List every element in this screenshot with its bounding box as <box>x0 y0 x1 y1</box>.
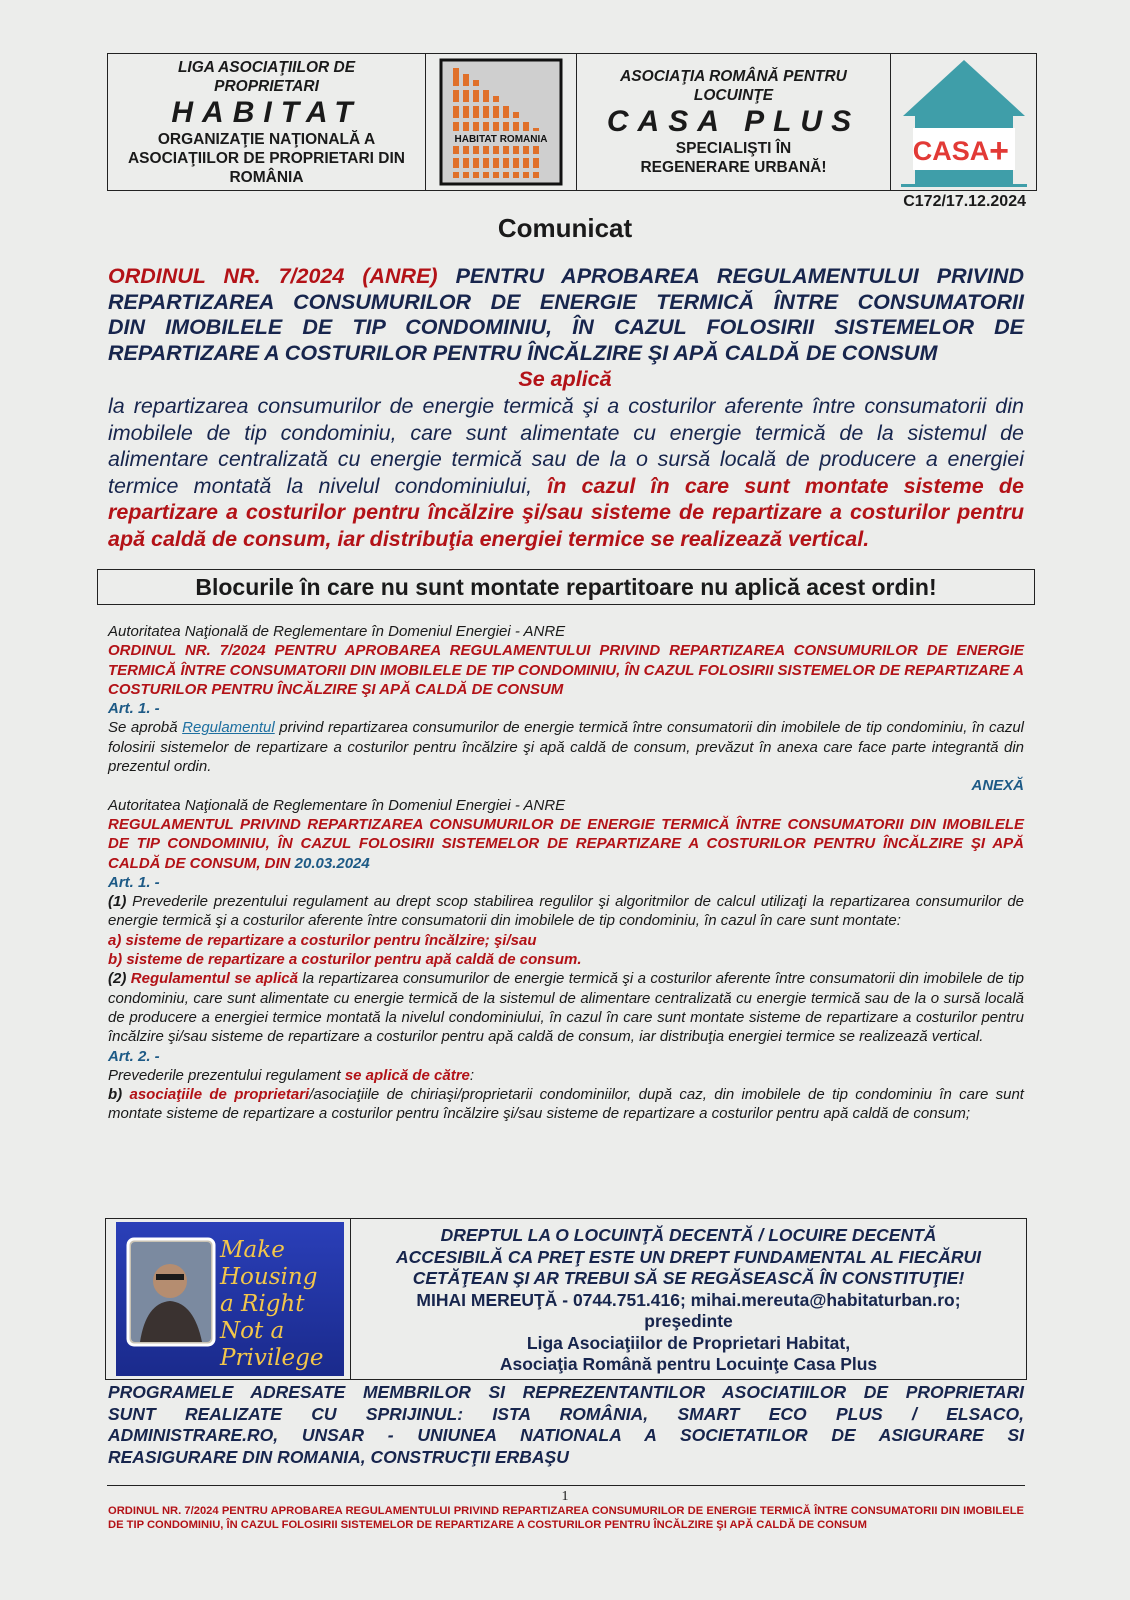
art1-pre: Se aprobă <box>108 719 178 737</box>
ordin-heading <box>108 264 1024 366</box>
promo-text-4: Not a <box>220 1318 285 1344</box>
promo-text-5: Privilege <box>220 1345 324 1371</box>
promo-line-2: ACCESIBILĂ CA PREŢ ESTE UN DREPT FUNDAMENTAL AL FIECĂRUI <box>396 1246 981 1267</box>
ordin-heading-line3: DIN IMOBILELE DE TIP CONDOMINIU, ÎN CAZUL FOLOSIRII SISTEMELOR DE <box>108 315 1024 339</box>
paragraph-2-text: la repartizarea consumurilor de energie termică şi a costurilor aferente între consumatorii din imobilele de tip condominiu, care sunt alimentate cu energie termică de la sistemul de alimentare centralizată cu energie termică sau de la o sursă locală de producere a energiei termice montată la nivelul condominiului, în cazul în care sunt montate sisteme de repartizare a costurilor pentru încălzire şi/sau sisteme de repartizare a costurilor pentru apă caldă de consum, iar distribuţia energiei termice se realizează vertical. <box>108 970 1024 1046</box>
sponsors-paragraph <box>108 1382 1024 1468</box>
casa-org-name: CASA PLUS <box>606 105 861 138</box>
sponsors-line-3: ADMINISTRARE.RO, UNSAR - UNIUNEA NATIONALA A SOCIETATILOR DE ASIGURARE SI <box>108 1425 1024 1445</box>
paragraph-2-number: (2) <box>108 970 127 988</box>
regulament-link[interactable]: Regulamentul <box>182 719 275 737</box>
promo-line-3: CETĂŢEAN ŞI AR TREBUI SĂ SE REGĂSEASCĂ ÎN CONSTITUŢIE! <box>412 1268 965 1288</box>
item-a: a) sisteme de repartizare a costurilor pentru încălzire; şi/sau <box>108 931 537 949</box>
habitat-romania-logo <box>439 58 563 186</box>
habitat-logo-cell <box>426 54 577 190</box>
art2-colon: : <box>469 1066 475 1084</box>
art1-label: Art. 1. - <box>108 700 160 718</box>
authority-line: Autoritatea Naţională de Reglementare în Domeniul Energiei - ANRE <box>108 623 566 640</box>
promo-line-1: DREPTUL LA O LOCUINŢĂ DECENTĂ / LOCUIRE DECENTĂ <box>440 1225 937 1245</box>
promo-contact: MIHAI MEREUŢĂ - 0744.751.416; mihai.mereuta@habitaturban.ro; <box>416 1289 961 1310</box>
paragraph-1 <box>108 892 1024 931</box>
art2-emphasis: se aplică de către <box>344 1066 470 1084</box>
paragraph-1-number: (1) <box>108 893 127 911</box>
promo-text-1: Make <box>220 1237 285 1263</box>
item-b-emphasis: asociaţiile de proprietari <box>129 1086 310 1104</box>
art2-label: Art. 2. - <box>108 1047 160 1065</box>
footer-text: ORDINUL NR. 7/2024 PENTRU APROBAREA REGULAMENTULUI PRIVIND REPARTIZAREA CONSUMURILOR DE ENERGIE TERMICĂ ÎNTRE CONSUMATORII DIN IMOBILELE DE TIP CONDOMINIU, ÎN CAZUL FOLOSIRII SISTEMELOR DE REPARTIZARE A COSTURILOR PENTRU ÎNCĂLZIRE ŞI APĂ CALDĂ DE CONSUM <box>108 1505 1024 1531</box>
item-b: b) sisteme de repartizare a costurilor pentru apă caldă de consum. <box>108 951 582 969</box>
item-b-text: /asociaţiile de chiriaşi/proprietarii condominiilor, după caz, din imobilele de tip condominiu în care sunt montate sisteme de repartizare a costurilor pentru încălzire şi/sau sisteme de repartizare a costurilor pentru apă caldă de consum; <box>108 1086 1024 1123</box>
habitat-org-bottom: ORGANIZAŢIE NAŢIONALĂ A ASOCIAŢIILOR DE PROPRIETARI DIN ROMÂNIA <box>127 130 405 186</box>
paragraph-1-text: Prevederile prezentului regulament au drept scop stabilirea regulilor şi algoritmilor de calcul utilizaţi la repartizarea consumurilor de energie termică şi a costurilor aferente între consumatorii din imobilele de tip condominiu, în cazul în care sunt montate: <box>108 893 1025 930</box>
item-b-label: b) <box>108 1086 123 1104</box>
sponsors-line-4: REASIGURARE DIN ROMANIA, CONSTRUCŢII ERBAŞU <box>108 1446 569 1467</box>
page-title: Comunicat <box>497 213 633 243</box>
regulament-title-text: REGULAMENTUL PRIVIND REPARTIZAREA CONSUMURILOR DE ENERGIE TERMICĂ ÎNTRE CONSUMATORII DIN IMOBILELE DE TIP CONDOMINIU, ÎN CAZUL FOLOSIRII SISTEMELOR DE REPARTIZARE A COSTURILOR PENTRU ÎNCĂLZIRE ŞI APĂ CALDĂ DE CONSUM, DIN <box>108 815 1024 872</box>
se-aplica-heading: Se aplică <box>518 367 612 391</box>
page-number: 1 <box>561 1489 569 1504</box>
promo-text-block <box>351 1219 1026 1379</box>
ordin-heading-line1: PENTRU APROBAREA REGULAMENTULUI PRIVIND <box>455 264 1024 288</box>
promo-image <box>106 1219 350 1379</box>
ordin-heading-line2: REPARTIZAREA CONSUMURILOR DE ENERGIE TERMICĂ ÎNTRE CONSUMATORII <box>108 289 1024 314</box>
ordin-heading-line4: REPARTIZARE A COSTURILOR PENTRU ÎNCĂLZIRE ŞI APĂ CALDĂ DE CONSUM <box>108 340 938 365</box>
casa-org-top: ASOCIAŢIA ROMÂNĂ PENTRU LOCUINŢE <box>620 68 847 104</box>
person-head-icon <box>153 1264 187 1298</box>
casa-logo-text: CASA <box>912 136 989 166</box>
regulament-date: 20.03.2024 <box>294 854 370 872</box>
art1-paragraph <box>108 718 1024 776</box>
casa-plus-org-block <box>577 54 891 190</box>
promo-org-2: Asociaţia Română pentru Locuinţe Casa Plus <box>499 1354 878 1374</box>
sponsors-line-1: PROGRAMELE ADRESATE MEMBRILOR SI REPREZENTANTILOR ASOCIATIILOR DE PROPRIETARI <box>108 1382 1024 1402</box>
item-b-associations <box>108 1085 1024 1124</box>
art2-paragraph <box>108 1066 1024 1085</box>
casa-logo-cell <box>891 54 1036 190</box>
notice-banner: Blocurile în care nu sunt montate repartitoare nu aplică acest ordin! <box>97 569 1035 605</box>
anexa-label: ANEXĂ <box>971 777 1024 795</box>
art2-pre: Prevederile prezentului regulament <box>108 1066 341 1084</box>
authority-line-2: Autoritatea Naţională de Reglementare în Domeniul Energiei - ANRE <box>108 796 566 814</box>
intro-emphasis: în cazul în care sunt montate sisteme de repartizare a costurilor pentru încălzire şi/sau sisteme de repartizare a costurilor pentru apă caldă de consum, iar distribuţia energiei termice se realizează vertical. <box>108 473 1024 551</box>
paragraph-2 <box>108 969 1024 1046</box>
promo-box <box>105 1218 1027 1380</box>
plus-icon: + <box>988 132 1009 170</box>
intro-paragraph <box>108 393 1024 552</box>
promo-role: preşedinte <box>644 1311 733 1331</box>
sponsors-line-2: SUNT REALIZATE CU SPRIJINUL: ISTA ROMÂNIA, SMART ECO PLUS / ELSACO, <box>108 1403 1024 1424</box>
document-reference: C172/17.12.2024 <box>903 193 1026 210</box>
paragraph-2-emphasis: Regulamentul se aplică <box>130 970 298 988</box>
art1-text: privind repartizarea consumurilor de energie termică între consumatorii din imobilele de tip condominiu, în cazul folosirii sistemelor de repartizare a costurilor pentru încălzire şi apă caldă de consum, prevăzut în anexa care face parte integrantă din prezentul ordin. <box>108 719 1024 776</box>
regulament-title <box>108 815 1024 873</box>
intro-text: la repartizarea consumurilor de energie termică şi a costurilor aferente între consumatorii din imobilele de tip condominiu, care sunt alimentate cu energie termică de la sistemul de alimentare centralizată cu energie termică sau de la o sursă locală de producere a energiei termice montată la nivelul condominiului, <box>108 394 1024 498</box>
legal-text <box>108 622 1024 1124</box>
promo-org-1: Liga Asociaţiilor de Proprietari Habitat, <box>526 1332 851 1353</box>
reg-art1-label: Art. 1. - <box>108 873 160 891</box>
footer-divider <box>107 1485 1025 1486</box>
promo-text-2: Housing <box>220 1264 318 1290</box>
casa-org-bottom: SPECIALIŞTI ÎN REGENERARE URBANĂ! <box>640 140 827 176</box>
ordin-title: ORDINUL NR. 7/2024 PENTRU APROBAREA REGULAMENTULUI PRIVIND REPARTIZAREA CONSUMURILOR DE ENERGIE TERMICĂ ÎNTRE CONSUMATORII DIN IMOBILELE DE TIP CONDOMINIU, ÎN CAZUL FOLOSIRII SISTEMELOR DE REPARTIZARE A COSTURILOR PENTRU ÎNCĂLZIRE ŞI APĂ CALDĂ DE CONSUM <box>108 642 1024 698</box>
habitat-org-name: HABITAT <box>171 95 362 129</box>
letterhead <box>107 53 1037 191</box>
habitat-org-block <box>108 54 426 190</box>
habitat-org-top: LIGA ASOCIAŢIILOR DE PROPRIETARI <box>177 58 356 95</box>
casa-plus-house-logo <box>899 56 1029 188</box>
promo-text-3: a Right <box>220 1291 305 1317</box>
habitat-logo-text: HABITAT ROMANIA <box>454 134 548 145</box>
promo-image-cell <box>106 1219 351 1379</box>
ordin-number: ORDINUL NR. 7/2024 (ANRE) <box>108 264 438 288</box>
